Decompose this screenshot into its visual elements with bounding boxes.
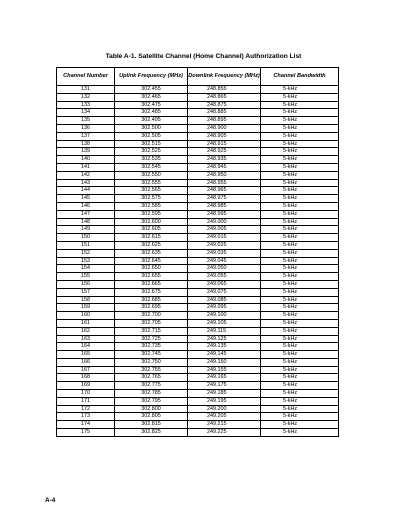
table-row xyxy=(57,86,339,94)
cell-downlink-frequency: 249.155 xyxy=(188,366,261,374)
cell-uplink-frequency: 302.525 xyxy=(115,148,188,156)
cell-channel-number: 141 xyxy=(57,163,115,171)
cell-uplink-frequency: 302.705 xyxy=(115,319,188,327)
cell-uplink-frequency: 302.615 xyxy=(115,234,188,242)
cell-uplink-frequency: 302.625 xyxy=(115,241,188,249)
cell-uplink-frequency: 302.605 xyxy=(115,226,188,234)
cell-channel-number: 171 xyxy=(57,397,115,405)
cell-channel-number: 165 xyxy=(57,351,115,359)
cell-uplink-frequency: 302.650 xyxy=(115,265,188,273)
cell-uplink-frequency: 302.535 xyxy=(115,156,188,164)
cell-downlink-frequency: 249.115 xyxy=(188,327,261,335)
cell-channel-bandwidth: 5-kHz xyxy=(261,195,339,203)
header-row xyxy=(57,68,339,86)
cell-channel-bandwidth: 5-kHz xyxy=(261,265,339,273)
channel-authorization-table xyxy=(56,67,339,437)
cell-uplink-frequency: 302.545 xyxy=(115,163,188,171)
cell-downlink-frequency: 249.005 xyxy=(188,226,261,234)
cell-uplink-frequency: 302.725 xyxy=(115,335,188,343)
cell-uplink-frequency: 302.485 xyxy=(115,109,188,117)
cell-uplink-frequency: 302.635 xyxy=(115,249,188,257)
table-row xyxy=(57,421,339,429)
cell-downlink-frequency: 249.075 xyxy=(188,288,261,296)
cell-downlink-frequency: 248.915 xyxy=(188,140,261,148)
cell-downlink-frequency: 249.015 xyxy=(188,234,261,242)
cell-uplink-frequency: 302.655 xyxy=(115,273,188,281)
cell-channel-number: 155 xyxy=(57,273,115,281)
cell-uplink-frequency: 302.755 xyxy=(115,366,188,374)
cell-downlink-frequency: 248.925 xyxy=(188,148,261,156)
cell-uplink-frequency: 302.685 xyxy=(115,296,188,304)
cell-channel-number: 167 xyxy=(57,366,115,374)
header-uplink-frequency: Uplink Frequency (MHz) xyxy=(115,68,188,86)
cell-channel-number: 151 xyxy=(57,241,115,249)
table-row xyxy=(57,366,339,374)
cell-downlink-frequency: 249.165 xyxy=(188,374,261,382)
cell-downlink-frequency: 249.095 xyxy=(188,304,261,312)
cell-channel-number: 145 xyxy=(57,195,115,203)
cell-channel-bandwidth: 5-kHz xyxy=(261,312,339,320)
cell-uplink-frequency: 302.815 xyxy=(115,421,188,429)
cell-channel-bandwidth: 5-kHz xyxy=(261,86,339,94)
cell-uplink-frequency: 302.665 xyxy=(115,280,188,288)
cell-channel-bandwidth: 5-kHz xyxy=(261,280,339,288)
cell-channel-bandwidth: 5-kHz xyxy=(261,343,339,351)
cell-channel-bandwidth: 5-kHz xyxy=(261,405,339,413)
cell-uplink-frequency: 302.465 xyxy=(115,93,188,101)
cell-channel-bandwidth: 5-kHz xyxy=(261,288,339,296)
cell-uplink-frequency: 302.805 xyxy=(115,413,188,421)
table-row xyxy=(57,101,339,109)
cell-channel-number: 170 xyxy=(57,390,115,398)
cell-channel-bandwidth: 5-kHz xyxy=(261,132,339,140)
cell-channel-number: 135 xyxy=(57,117,115,125)
cell-uplink-frequency: 302.795 xyxy=(115,397,188,405)
table-row xyxy=(57,429,339,437)
cell-channel-number: 154 xyxy=(57,265,115,273)
cell-uplink-frequency: 302.595 xyxy=(115,210,188,218)
cell-uplink-frequency: 302.505 xyxy=(115,132,188,140)
cell-channel-number: 134 xyxy=(57,109,115,117)
cell-channel-bandwidth: 5-kHz xyxy=(261,156,339,164)
cell-downlink-frequency: 249.200 xyxy=(188,405,261,413)
table-row xyxy=(57,288,339,296)
cell-channel-bandwidth: 5-kHz xyxy=(261,358,339,366)
table-row xyxy=(57,109,339,117)
table-row xyxy=(57,179,339,187)
cell-uplink-frequency: 302.735 xyxy=(115,343,188,351)
cell-channel-number: 142 xyxy=(57,171,115,179)
cell-downlink-frequency: 249.105 xyxy=(188,319,261,327)
cell-channel-bandwidth: 5-kHz xyxy=(261,93,339,101)
cell-downlink-frequency: 249.215 xyxy=(188,421,261,429)
cell-channel-number: 148 xyxy=(57,218,115,226)
cell-channel-bandwidth: 5-kHz xyxy=(261,429,339,437)
cell-channel-number: 175 xyxy=(57,429,115,437)
cell-channel-bandwidth: 5-kHz xyxy=(261,327,339,335)
table-row xyxy=(57,249,339,257)
cell-channel-number: 163 xyxy=(57,335,115,343)
table-row xyxy=(57,195,339,203)
table-row xyxy=(57,358,339,366)
cell-downlink-frequency: 248.935 xyxy=(188,156,261,164)
cell-channel-bandwidth: 5-kHz xyxy=(261,413,339,421)
cell-channel-number: 146 xyxy=(57,202,115,210)
cell-channel-bandwidth: 5-kHz xyxy=(261,374,339,382)
header-channel-number: Channel Number xyxy=(57,68,115,86)
cell-downlink-frequency: 249.175 xyxy=(188,382,261,390)
table-row xyxy=(57,140,339,148)
cell-downlink-frequency: 249.150 xyxy=(188,358,261,366)
table-row xyxy=(57,93,339,101)
cell-channel-bandwidth: 5-kHz xyxy=(261,257,339,265)
table-row xyxy=(57,296,339,304)
cell-downlink-frequency: 249.125 xyxy=(188,335,261,343)
cell-channel-bandwidth: 5-kHz xyxy=(261,179,339,187)
cell-channel-number: 166 xyxy=(57,358,115,366)
cell-channel-number: 159 xyxy=(57,304,115,312)
table-row xyxy=(57,327,339,335)
cell-uplink-frequency: 302.785 xyxy=(115,390,188,398)
cell-channel-bandwidth: 5-kHz xyxy=(261,202,339,210)
table-row xyxy=(57,390,339,398)
cell-channel-number: 139 xyxy=(57,148,115,156)
cell-uplink-frequency: 302.715 xyxy=(115,327,188,335)
cell-channel-bandwidth: 5-kHz xyxy=(261,390,339,398)
cell-downlink-frequency: 249.205 xyxy=(188,413,261,421)
table-title: Table A-1. Satellite Channel (Home Channel) Authorization List xyxy=(105,53,302,60)
cell-channel-bandwidth: 5-kHz xyxy=(261,109,339,117)
table-row xyxy=(57,397,339,405)
cell-channel-bandwidth: 5-kHz xyxy=(261,234,339,242)
cell-channel-bandwidth: 5-kHz xyxy=(261,421,339,429)
cell-channel-bandwidth: 5-kHz xyxy=(261,335,339,343)
cell-channel-bandwidth: 5-kHz xyxy=(261,273,339,281)
cell-downlink-frequency: 249.225 xyxy=(188,429,261,437)
table-row xyxy=(57,218,339,226)
cell-channel-number: 133 xyxy=(57,101,115,109)
cell-channel-number: 153 xyxy=(57,257,115,265)
cell-channel-bandwidth: 5-kHz xyxy=(261,210,339,218)
table-row xyxy=(57,280,339,288)
cell-uplink-frequency: 302.550 xyxy=(115,171,188,179)
cell-downlink-frequency: 248.955 xyxy=(188,179,261,187)
cell-channel-number: 144 xyxy=(57,187,115,195)
cell-downlink-frequency: 248.945 xyxy=(188,163,261,171)
cell-channel-bandwidth: 5-kHz xyxy=(261,124,339,132)
cell-downlink-frequency: 248.905 xyxy=(188,132,261,140)
cell-downlink-frequency: 248.875 xyxy=(188,101,261,109)
cell-downlink-frequency: 248.885 xyxy=(188,109,261,117)
table-row xyxy=(57,265,339,273)
table-row xyxy=(57,413,339,421)
table-row xyxy=(57,202,339,210)
cell-channel-bandwidth: 5-kHz xyxy=(261,187,339,195)
cell-downlink-frequency: 248.900 xyxy=(188,124,261,132)
table-header xyxy=(57,68,339,86)
cell-downlink-frequency: 249.035 xyxy=(188,249,261,257)
cell-channel-bandwidth: 5-kHz xyxy=(261,226,339,234)
cell-downlink-frequency: 248.965 xyxy=(188,187,261,195)
table-row xyxy=(57,319,339,327)
cell-uplink-frequency: 302.700 xyxy=(115,312,188,320)
table-row xyxy=(57,405,339,413)
table-row xyxy=(57,148,339,156)
cell-uplink-frequency: 302.775 xyxy=(115,382,188,390)
table-row xyxy=(57,241,339,249)
table-row xyxy=(57,234,339,242)
cell-downlink-frequency: 249.185 xyxy=(188,390,261,398)
cell-channel-bandwidth: 5-kHz xyxy=(261,351,339,359)
cell-uplink-frequency: 302.600 xyxy=(115,218,188,226)
cell-channel-number: 164 xyxy=(57,343,115,351)
cell-downlink-frequency: 249.085 xyxy=(188,296,261,304)
table-row xyxy=(57,156,339,164)
cell-downlink-frequency: 249.025 xyxy=(188,241,261,249)
cell-uplink-frequency: 302.495 xyxy=(115,117,188,125)
table-row xyxy=(57,117,339,125)
cell-uplink-frequency: 302.585 xyxy=(115,202,188,210)
cell-downlink-frequency: 248.985 xyxy=(188,202,261,210)
cell-uplink-frequency: 302.555 xyxy=(115,179,188,187)
cell-uplink-frequency: 302.745 xyxy=(115,351,188,359)
cell-uplink-frequency: 302.825 xyxy=(115,429,188,437)
cell-channel-number: 160 xyxy=(57,312,115,320)
cell-channel-number: 147 xyxy=(57,210,115,218)
table-row xyxy=(57,124,339,132)
channel-table-container xyxy=(56,67,338,437)
cell-downlink-frequency: 248.895 xyxy=(188,117,261,125)
table-row xyxy=(57,163,339,171)
cell-downlink-frequency: 248.995 xyxy=(188,210,261,218)
table-row xyxy=(57,273,339,281)
table-row xyxy=(57,187,339,195)
cell-channel-bandwidth: 5-kHz xyxy=(261,163,339,171)
table-row xyxy=(57,132,339,140)
cell-downlink-frequency: 249.050 xyxy=(188,265,261,273)
cell-downlink-frequency: 248.855 xyxy=(188,86,261,94)
cell-downlink-frequency: 249.055 xyxy=(188,273,261,281)
cell-channel-number: 172 xyxy=(57,405,115,413)
cell-downlink-frequency: 249.135 xyxy=(188,343,261,351)
cell-channel-number: 157 xyxy=(57,288,115,296)
cell-uplink-frequency: 302.565 xyxy=(115,187,188,195)
cell-channel-number: 137 xyxy=(57,132,115,140)
cell-uplink-frequency: 302.645 xyxy=(115,257,188,265)
table-row xyxy=(57,351,339,359)
cell-channel-bandwidth: 5-kHz xyxy=(261,101,339,109)
cell-channel-number: 150 xyxy=(57,234,115,242)
table-body xyxy=(57,86,339,437)
table-row xyxy=(57,226,339,234)
cell-channel-number: 161 xyxy=(57,319,115,327)
table-row xyxy=(57,343,339,351)
table-row xyxy=(57,210,339,218)
cell-channel-bandwidth: 5-kHz xyxy=(261,319,339,327)
table-row xyxy=(57,257,339,265)
table-row xyxy=(57,171,339,179)
cell-channel-bandwidth: 5-kHz xyxy=(261,366,339,374)
cell-channel-bandwidth: 5-kHz xyxy=(261,148,339,156)
cell-downlink-frequency: 249.100 xyxy=(188,312,261,320)
cell-uplink-frequency: 302.800 xyxy=(115,405,188,413)
cell-downlink-frequency: 249.065 xyxy=(188,280,261,288)
cell-downlink-frequency: 249.000 xyxy=(188,218,261,226)
page-number: A-4 xyxy=(45,497,56,504)
cell-channel-bandwidth: 5-kHz xyxy=(261,171,339,179)
cell-downlink-frequency: 249.195 xyxy=(188,397,261,405)
table-row xyxy=(57,374,339,382)
cell-uplink-frequency: 302.750 xyxy=(115,358,188,366)
cell-uplink-frequency: 302.515 xyxy=(115,140,188,148)
cell-channel-number: 158 xyxy=(57,296,115,304)
header-channel-bandwidth: Channel Bandwidth xyxy=(261,68,339,86)
cell-downlink-frequency: 248.950 xyxy=(188,171,261,179)
cell-channel-number: 143 xyxy=(57,179,115,187)
cell-channel-bandwidth: 5-kHz xyxy=(261,304,339,312)
cell-downlink-frequency: 249.145 xyxy=(188,351,261,359)
cell-channel-bandwidth: 5-kHz xyxy=(261,117,339,125)
cell-channel-number: 132 xyxy=(57,93,115,101)
cell-channel-bandwidth: 5-kHz xyxy=(261,249,339,257)
cell-channel-number: 168 xyxy=(57,374,115,382)
cell-uplink-frequency: 302.500 xyxy=(115,124,188,132)
cell-channel-number: 140 xyxy=(57,156,115,164)
cell-channel-number: 152 xyxy=(57,249,115,257)
header-downlink-frequency: Downlink Frequency (MHz) xyxy=(188,68,261,86)
cell-uplink-frequency: 302.695 xyxy=(115,304,188,312)
cell-channel-bandwidth: 5-kHz xyxy=(261,241,339,249)
cell-channel-number: 162 xyxy=(57,327,115,335)
cell-downlink-frequency: 249.045 xyxy=(188,257,261,265)
cell-uplink-frequency: 302.575 xyxy=(115,195,188,203)
cell-channel-bandwidth: 5-kHz xyxy=(261,397,339,405)
cell-channel-bandwidth: 5-kHz xyxy=(261,218,339,226)
cell-channel-number: 138 xyxy=(57,140,115,148)
cell-uplink-frequency: 302.475 xyxy=(115,101,188,109)
cell-channel-number: 131 xyxy=(57,86,115,94)
cell-uplink-frequency: 302.765 xyxy=(115,374,188,382)
cell-channel-number: 156 xyxy=(57,280,115,288)
cell-channel-bandwidth: 5-kHz xyxy=(261,296,339,304)
cell-uplink-frequency: 302.675 xyxy=(115,288,188,296)
cell-channel-bandwidth: 5-kHz xyxy=(261,382,339,390)
cell-channel-number: 149 xyxy=(57,226,115,234)
cell-channel-bandwidth: 5-kHz xyxy=(261,140,339,148)
table-row xyxy=(57,335,339,343)
cell-downlink-frequency: 248.975 xyxy=(188,195,261,203)
cell-channel-number: 169 xyxy=(57,382,115,390)
cell-channel-number: 173 xyxy=(57,413,115,421)
cell-downlink-frequency: 248.865 xyxy=(188,93,261,101)
cell-channel-number: 174 xyxy=(57,421,115,429)
cell-channel-number: 136 xyxy=(57,124,115,132)
cell-uplink-frequency: 302.455 xyxy=(115,86,188,94)
table-row xyxy=(57,304,339,312)
table-row xyxy=(57,312,339,320)
table-row xyxy=(57,382,339,390)
